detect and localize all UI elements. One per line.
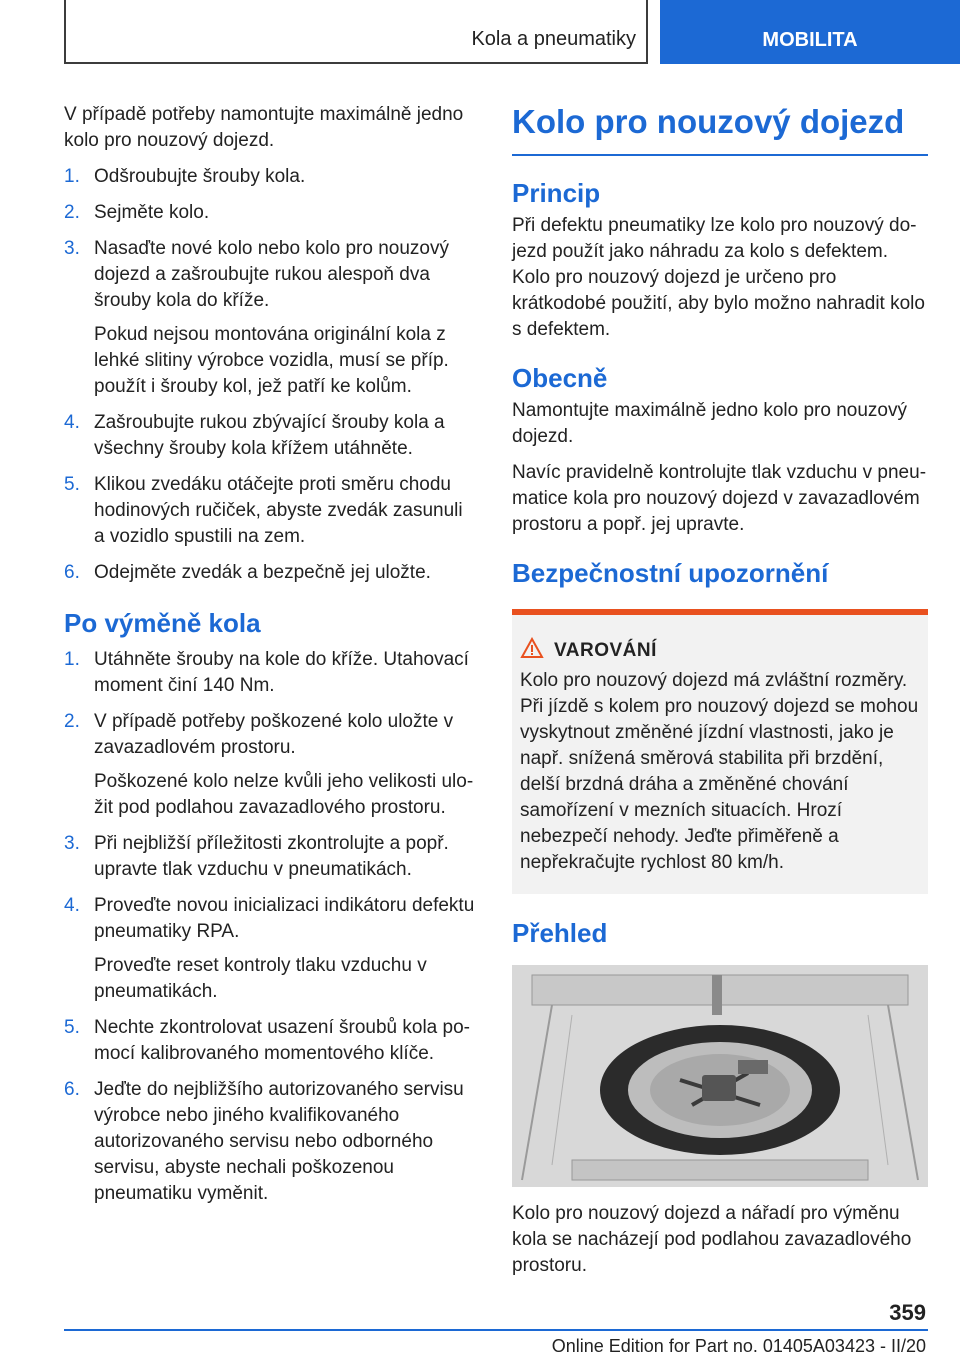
step-number: 2. [64,202,80,223]
step-text: Při nejbližší příležitosti zkontrolujte a popř. upravte tlak vzduchu v pneumatikách. [94,833,449,880]
section-title: Kola a pneumatiky [471,28,636,50]
right-column [512,102,928,1279]
list-item [64,164,478,190]
step-number: 5. [64,1017,80,1038]
image-caption: Kolo pro nouzový dojezd a nářadí pro výměnu kola se nacházejí pod podlahou zavazadlového prostoru. [512,1203,912,1276]
step-number: 4. [64,895,80,916]
replacement-steps [64,164,478,586]
list-item [64,560,478,586]
step-number: 3. [64,833,80,854]
general-text-1: Namontujte maximálně jedno kolo pro nouzový dojezd. [512,400,907,447]
warning-triangle-icon [520,637,544,664]
principle-text: Při defektu pneumatiky lze kolo pro nouzový dojezd použít jako náhradu za kolo s defektem. Kolo pro nouzový dojezd je určeno pro krátkodobé použití, aby bylo možno nahradit kolo s defektem. [512,215,925,340]
step-text: Pokud nejsou montována originální kola z lehké slitiny výrobce vozidla, musí se příp. použít i šrouby kol, jež patří ke kolům. [94,324,449,397]
step-text: Sejměte kolo. [94,202,210,223]
overview-heading: Přehled [512,918,608,948]
step-text: V případě potřeby poškozené kolo uložte v zavazadlovém prostoru. [94,711,454,758]
general-text-2: Navíc pravidelně kontrolujte tlak vzduchu v pneumatice kola pro nouzový dojezd v zavazadlovém prostoru a popř. jej upravte. [512,462,927,535]
general-heading: Obecně [512,363,608,393]
list-item [64,647,478,699]
step-number: 1. [64,649,80,670]
spare-wheel-image [512,965,928,1187]
intro-paragraph: V případě potřeby namontujte maximálně jedno kolo pro nouzový dojezd. [64,104,464,151]
step-text: Utáhněte šrouby na kole do kříže. Utahovací moment činí 140 Nm. [94,649,469,696]
step-text: Proveďte novou inicializaci indikátoru defektu pneumatiky RPA. [94,895,475,942]
step-text: Odejměte zvedák a bezpečně jej uložte. [94,562,431,583]
page-number: 359 [889,1300,926,1325]
warning-box [512,609,928,894]
step-number: 4. [64,412,80,433]
list-item [64,410,478,462]
list-item [64,472,478,550]
edition-note: Online Edition for Part no. 01405A03423 - II/20 [551,1336,926,1356]
step-text: Poškozené kolo nelze kvůli jeho velikosti uložit pod podlahou zavazadlového prostoru. [94,771,474,818]
step-number: 1. [64,166,80,187]
page-title: Kolo pro nouzový dojezd [512,102,928,156]
step-number: 6. [64,562,80,583]
list-item [64,1015,478,1067]
list-item [64,831,478,883]
step-text: Nechte zkontrolovat usazení šroubů kola pomocí kalibrovaného momentového klíče. [94,1017,470,1064]
footer-divider [64,1329,928,1331]
chapter-tab: MOBILITA [660,0,960,64]
list-item [64,893,478,1005]
list-item [64,236,478,400]
step-text: Odšroubujte šrouby kola. [94,166,306,187]
step-number: 6. [64,1079,80,1100]
safety-heading: Bezpečnostní upozornění [512,558,829,588]
step-text: Nasaďte nové kolo nebo kolo pro nouzový dojezd a zašroubujte rukou alespoň dva šrouby kola do kříže. [94,238,449,311]
left-column [64,102,478,1217]
step-number: 2. [64,711,80,732]
list-item [64,200,478,226]
step-text: Zašroubujte rukou zbývající šrouby kola a všechny šrouby kola křížem utáhněte. [94,412,445,459]
step-number: 5. [64,474,80,495]
list-item [64,1077,478,1207]
step-number: 3. [64,238,80,259]
list-item [64,709,478,821]
after-replacement-steps [64,647,478,1207]
step-text: Jeďte do nejbližšího autorizovaného servisu výrobce nebo jiného kvalifikovaného autorizovaného servisu nebo odborného servisu, abyste nechali poškozenou pneumatiku vyměnit. [94,1079,464,1204]
warning-label: VAROVÁNÍ [554,639,657,661]
after-heading: Po výměně kola [64,608,261,638]
principle-heading: Princip [512,178,601,208]
step-text: Proveďte reset kontroly tlaku vzduchu v pneumatikách. [94,955,427,1002]
step-text: Klikou zvedáku otáčejte proti směru chodu hodinových ručiček, abyste zvedák zasunuli a vozidlo spustili na zem. [94,474,463,547]
warning-text: Kolo pro nouzový dojezd má zvláštní rozměry. Při jízdě s kolem pro nouzový dojezd se mohou vyskytnout změněné jízdní vlastnosti, jako je např. snížená směrová stabilita při brzdění, delší brzdná dráha a změněné chování samořízení v mezních situacích. Hrozí nebezpečí nehody. Jeďte přiměřeně a nepřekračujte rychlost 80 km/h. [520,670,919,873]
warning-header [520,637,920,664]
